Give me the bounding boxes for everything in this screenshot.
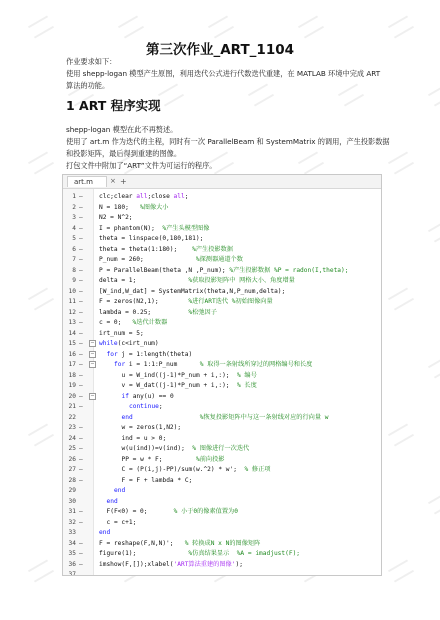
code-keyword: continue — [129, 403, 159, 410]
code-keyword: end — [121, 413, 133, 421]
code-line[interactable] — [63, 338, 381, 349]
code-text — [99, 559, 243, 570]
code-token: lambda = 0.25; — [99, 308, 189, 316]
line-number: 3 — [72, 214, 76, 221]
intro-line2: 使用了 art.m 作为迭代的主程，同时有一次 ParallelBeam 和 SystemMatrix 的调用，产生投影数据 — [66, 137, 390, 146]
code-token: irt_num = 5; — [99, 329, 144, 337]
code-line[interactable] — [63, 548, 381, 559]
code-token: ; — [158, 403, 163, 410]
code-text — [122, 391, 174, 402]
fold-toggle-icon[interactable]: − — [90, 392, 95, 399]
code-text — [99, 244, 233, 255]
code-line[interactable] — [63, 202, 381, 213]
code-text — [114, 359, 312, 370]
code-token: theta = linspace(0,180,181); — [99, 235, 204, 242]
code-text — [99, 233, 203, 244]
line-number: 8 — [72, 266, 76, 274]
line-number: 10 — [68, 287, 76, 295]
code-line[interactable] — [63, 296, 381, 307]
code-token: c = 0; — [99, 319, 133, 326]
code-token: c = c+1; — [106, 518, 137, 526]
code-keyword: end — [106, 497, 118, 505]
line-number: 15 — [68, 340, 76, 347]
code-line[interactable] — [63, 286, 381, 297]
code-token: w(u(ind))=v(ind); — [121, 445, 193, 452]
code-line[interactable] — [63, 443, 381, 454]
code-comment: %获取投影矩阵中 网格大小、角度增量 — [188, 277, 295, 284]
watermark-mark — [428, 355, 440, 378]
code-token: any(u) == 0 — [132, 392, 174, 400]
line-number: 12 — [68, 308, 76, 316]
line-number: 2 — [72, 203, 76, 211]
line-number: 30 — [68, 497, 76, 505]
breakpoint-marker[interactable]: — — [79, 361, 83, 368]
code-comment: %产生投影数据 — [192, 245, 233, 253]
code-line[interactable] — [63, 464, 381, 475]
code-text — [122, 454, 225, 465]
watermark-mark — [158, 83, 184, 106]
code-token: u = W_ind((j-1)*P_num + i,:); — [121, 371, 237, 379]
intro-line4: 打包文件中附加了“ART”文件为可运行的程序。 — [66, 161, 217, 170]
watermark-mark — [248, 83, 274, 106]
breakpoint-marker[interactable]: — — [79, 203, 83, 211]
code-token: F(F<0) = 0; — [106, 508, 174, 515]
code-line[interactable] — [63, 517, 381, 528]
code-string: all — [173, 193, 185, 200]
code-string: 'ART算法重建的图像' — [173, 560, 236, 568]
breakpoint-marker[interactable]: — — [79, 392, 83, 400]
code-comment: % 小于0的像素值置为0 — [173, 508, 238, 515]
code-text — [122, 412, 329, 423]
watermark-mark — [28, 15, 54, 38]
line-number: 27 — [68, 466, 76, 473]
code-text — [99, 317, 167, 328]
editor-tab-bar — [63, 175, 381, 189]
code-line[interactable] — [63, 370, 381, 381]
line-number: 19 — [68, 382, 76, 389]
code-text — [99, 338, 159, 349]
breakpoint-marker[interactable]: — — [79, 434, 83, 442]
code-token: imshow(F,[]);xlabel( — [99, 560, 174, 568]
code-line[interactable] — [63, 559, 381, 570]
breakpoint-marker[interactable]: — — [79, 224, 83, 232]
watermark-mark — [428, 219, 440, 242]
code-text — [99, 212, 133, 223]
code-comment: %迭代计数器 — [132, 319, 168, 326]
watermark-mark — [388, 15, 414, 38]
file-tab-art[interactable]: art.m — [67, 176, 107, 187]
code-text — [107, 496, 118, 507]
code-text — [99, 275, 295, 286]
code-token: ind = u > 0; — [121, 434, 167, 442]
breakpoint-marker[interactable]: — — [79, 245, 83, 253]
code-line[interactable] — [63, 233, 381, 244]
code-token — [133, 414, 200, 421]
code-text — [99, 296, 273, 307]
line-number: 16 — [68, 350, 76, 358]
line-number: 26 — [68, 455, 76, 463]
fold-toggle-icon[interactable]: − — [90, 340, 95, 346]
code-text — [129, 401, 163, 412]
code-text — [99, 286, 285, 297]
watermark-mark — [28, 151, 54, 174]
code-comment: %前向投影 — [196, 455, 225, 463]
fold-toggle-icon[interactable]: − — [90, 350, 95, 357]
code-line[interactable] — [63, 307, 381, 318]
code-line[interactable] — [63, 412, 381, 423]
code-line[interactable] — [63, 391, 381, 402]
breakpoint-marker[interactable]: — — [79, 350, 83, 358]
breakpoint-marker[interactable]: — — [79, 308, 83, 316]
requirement-label: 作业要求如下： — [66, 57, 117, 66]
code-comment: %探测器通道个数 — [195, 256, 243, 263]
code-line[interactable] — [63, 265, 381, 276]
code-text — [122, 443, 250, 454]
code-keyword: for — [114, 361, 129, 368]
code-text — [99, 307, 217, 318]
watermark-mark — [298, 151, 324, 174]
code-text — [122, 380, 257, 391]
code-token: figure(1); — [99, 550, 189, 557]
code-line[interactable] — [63, 538, 381, 549]
code-token: delta = 1; — [99, 277, 189, 284]
requirement-text-line1: 使用 shepp-logan 模型产生原图，利用迭代公式进行代数迭代重建，在 MATLAB 环境中完成 ART — [66, 69, 381, 78]
code-text — [122, 433, 167, 444]
code-token: [W_ind,W_dat] = SystemMatrix(theta,N,P_num,delta); — [99, 287, 286, 295]
matlab-editor-screenshot — [62, 174, 382, 576]
code-text — [107, 506, 238, 517]
code-line[interactable] — [63, 328, 381, 339]
code-text — [99, 191, 188, 202]
line-number: 23 — [68, 424, 76, 431]
breakpoint-marker[interactable]: — — [79, 266, 83, 274]
fold-toggle-icon[interactable]: − — [90, 361, 95, 367]
code-comment: %图像大小 — [139, 203, 169, 211]
breakpoint-marker[interactable]: — — [79, 518, 83, 526]
code-text — [122, 464, 271, 475]
code-comment: % 取得一条射线所穿过的网格编号和长度 — [199, 361, 313, 368]
breakpoint-marker[interactable]: — — [79, 235, 83, 242]
line-number: 24 — [68, 434, 76, 442]
code-line[interactable] — [63, 244, 381, 255]
breakpoint-marker[interactable]: — — [79, 298, 83, 305]
code-line[interactable] — [63, 359, 381, 370]
code-text — [99, 254, 243, 265]
code-token: ;close — [147, 193, 174, 200]
code-token: w = zeros(1,N2); — [121, 424, 182, 431]
breakpoint-marker[interactable]: — — [79, 550, 83, 557]
breakpoint-marker[interactable]: — — [79, 466, 83, 473]
code-line[interactable] — [63, 422, 381, 433]
code-comment: % 长度 — [236, 382, 257, 389]
code-keyword: for — [106, 350, 122, 358]
code-token: N = 180; — [99, 203, 140, 211]
code-line[interactable] — [63, 401, 381, 412]
breakpoint-marker[interactable]: — — [79, 340, 83, 347]
watermark-mark — [338, 83, 364, 106]
code-line[interactable] — [63, 496, 381, 507]
close-icon[interactable]: × — [110, 177, 116, 185]
code-comment: % 编号 — [236, 371, 257, 379]
breakpoint-marker[interactable]: — — [79, 403, 83, 410]
line-number: 37 — [68, 571, 76, 576]
code-line[interactable] — [63, 454, 381, 465]
watermark-mark — [428, 83, 440, 106]
code-line[interactable] — [63, 349, 381, 360]
code-line[interactable] — [63, 475, 381, 486]
code-keyword: end — [114, 487, 126, 494]
code-text — [99, 328, 144, 339]
watermark-mark — [28, 287, 54, 310]
line-number: 9 — [72, 277, 76, 284]
code-text — [122, 370, 257, 381]
code-text — [99, 538, 260, 549]
code-token: clc;clear — [99, 193, 137, 200]
watermark-mark — [388, 423, 414, 446]
code-comment: % 修正项 — [244, 466, 271, 473]
line-number: 7 — [72, 256, 76, 263]
code-token: i = 1:1:P_num — [128, 361, 200, 368]
line-number: 4 — [72, 224, 76, 232]
line-number: 13 — [68, 319, 76, 326]
code-token: v = W_dat((j-1)*P_num + i,:); — [121, 382, 237, 389]
code-text — [107, 349, 193, 360]
breakpoint-marker[interactable]: — — [79, 287, 83, 295]
watermark-mark — [388, 287, 414, 310]
code-token: F = reshape(F,N,N)'; — [99, 539, 185, 547]
watermark-mark — [118, 15, 144, 38]
intro-line3: 和投影矩阵，最后得到重建的图像。 — [66, 149, 182, 158]
code-token: ; — [184, 193, 189, 200]
code-text — [107, 517, 137, 528]
code-keyword: while — [99, 340, 118, 347]
code-text — [114, 485, 125, 496]
line-number: 14 — [68, 329, 76, 337]
code-comment: %产生头模型图像 — [162, 224, 210, 232]
code-line[interactable] — [63, 380, 381, 391]
code-keyword: end — [99, 529, 111, 536]
watermark-mark — [208, 15, 234, 38]
code-token: theta = theta(1:180); — [99, 245, 193, 253]
code-text — [99, 548, 300, 559]
code-line[interactable] — [63, 212, 381, 223]
breakpoint-marker[interactable]: — — [79, 539, 83, 547]
code-token: F = zeros(N2,1); — [99, 298, 189, 305]
code-string: all — [136, 193, 148, 200]
code-line[interactable] — [63, 433, 381, 444]
code-line[interactable] — [63, 254, 381, 265]
breakpoint-marker[interactable]: — — [79, 424, 83, 431]
code-token: (c<irt_num) — [117, 340, 159, 347]
line-number: 33 — [68, 529, 76, 536]
breakpoint-marker[interactable]: — — [79, 329, 83, 337]
code-comment: %恢复投影矩阵中与这一条射线对应的行向量 w — [199, 413, 329, 421]
breakpoint-marker[interactable]: — — [79, 214, 83, 221]
code-text — [99, 223, 209, 234]
code-token: j = 1:length(theta) — [121, 350, 193, 358]
breakpoint-marker[interactable]: — — [79, 445, 83, 452]
document-title: 第三次作业_ART_1104 — [145, 42, 295, 58]
breakpoint-marker[interactable]: — — [79, 560, 83, 568]
watermark-mark — [298, 15, 324, 38]
code-comment: %松弛因子 — [188, 308, 217, 316]
line-number: 36 — [68, 560, 76, 568]
code-line[interactable] — [63, 223, 381, 234]
breakpoint-marker[interactable]: — — [79, 371, 83, 379]
line-number: 31 — [68, 508, 76, 515]
code-comment: %产生投影数据 %P = radon(I,theta); — [229, 266, 349, 274]
watermark-mark — [428, 491, 440, 514]
code-text — [122, 475, 193, 486]
code-line[interactable] — [63, 191, 381, 202]
watermark-mark — [388, 151, 414, 174]
breakpoint-marker[interactable]: — — [79, 508, 83, 515]
breakpoint-marker[interactable]: — — [79, 382, 83, 389]
watermark-mark — [28, 423, 54, 446]
section-heading: 1 ART 程序实现 — [66, 98, 161, 113]
code-comment: %仿真结果显示 %A = imadjust(F); — [188, 550, 301, 557]
code-comment: %进行ART迭代 %初始图像向量 — [188, 298, 273, 305]
code-token: C = (P(i,j)-PP)/sum(w.^2) * w'; — [121, 466, 245, 473]
code-comment: % 图像进行一次迭代 — [192, 445, 250, 452]
add-tab-icon[interactable]: + — [120, 177, 127, 186]
watermark-mark — [388, 559, 414, 582]
code-token: P_num = 260; — [99, 256, 196, 263]
breakpoint-marker[interactable]: — — [79, 319, 83, 326]
code-token: F = F + lambda * C; — [121, 476, 193, 484]
line-number: 1 — [72, 193, 76, 200]
line-number: 28 — [68, 476, 76, 484]
line-number: 11 — [68, 298, 76, 305]
code-token: P = ParallelBeam(theta ,N ,P_num); — [99, 266, 230, 274]
breakpoint-marker[interactable]: — — [79, 476, 83, 484]
code-token: N2 = N^2; — [99, 214, 133, 221]
code-text — [99, 527, 110, 538]
code-keyword: if — [121, 392, 133, 400]
line-number: 35 — [68, 550, 76, 557]
code-line[interactable] — [63, 569, 381, 576]
line-number: 22 — [68, 413, 76, 421]
line-number: 32 — [68, 518, 76, 526]
line-number: 6 — [72, 245, 76, 253]
code-token: PP = w * F; — [121, 455, 197, 463]
requirement-text-line2: 算法的功能。 — [66, 81, 110, 90]
code-line[interactable] — [63, 275, 381, 286]
line-number: 17 — [68, 361, 76, 368]
code-line[interactable] — [63, 317, 381, 328]
code-text — [99, 202, 168, 213]
code-text — [99, 265, 348, 276]
breakpoint-marker[interactable]: — — [79, 277, 83, 284]
line-number: 18 — [68, 371, 76, 379]
code-token: I = phantom(N); — [99, 224, 163, 232]
intro-line1: shepp-logan 模型在此不再赘述。 — [66, 125, 178, 134]
line-number: 5 — [72, 235, 76, 242]
code-line[interactable] — [63, 527, 381, 538]
breakpoint-marker[interactable]: — — [79, 256, 83, 263]
breakpoint-marker[interactable]: — — [79, 455, 83, 463]
code-text — [122, 422, 182, 433]
breakpoint-marker[interactable]: — — [79, 193, 83, 200]
line-number: 20 — [68, 392, 76, 400]
watermark-mark — [28, 559, 54, 582]
code-comment: % 转换成N x N的图像矩阵 — [184, 539, 261, 547]
line-number: 25 — [68, 445, 76, 452]
code-token: ); — [235, 560, 243, 568]
code-line[interactable] — [63, 506, 381, 517]
line-number: 21 — [68, 403, 76, 410]
code-line[interactable] — [63, 485, 381, 496]
line-number: 34 — [68, 539, 76, 547]
line-number: 29 — [68, 487, 76, 494]
